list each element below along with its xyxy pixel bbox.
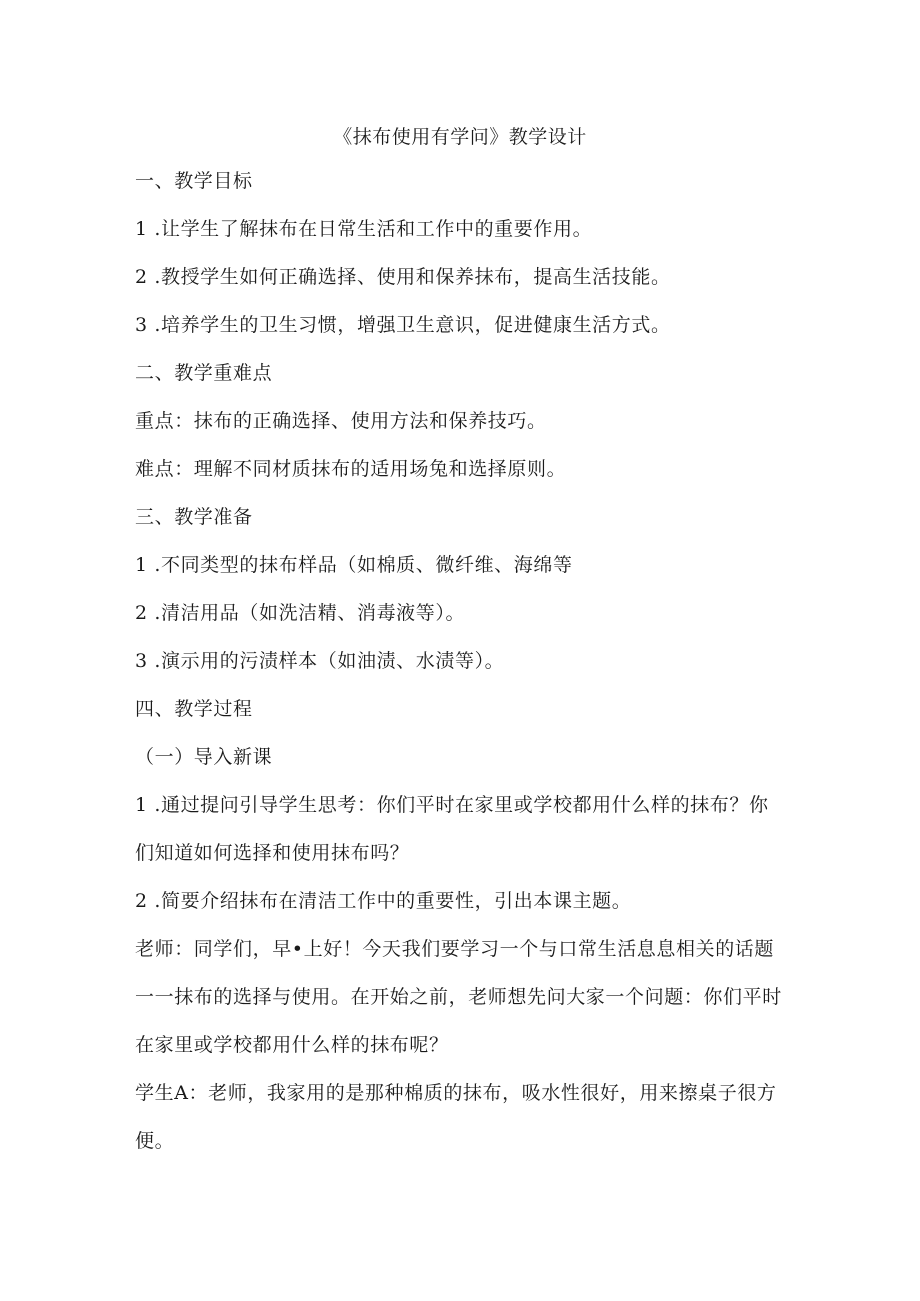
intro-item-1-line-1: 1 .通过提问引导学生思考：你们平时在家里或学校都用什么样的抹布？你: [135, 794, 769, 816]
document-title: 《抹布使用有学问》教学设计: [333, 126, 587, 148]
teacher-dialogue-line-2: 一一抹布的选择与使用。在开始之前，老师想先问大家一个问题：你们平时: [135, 986, 782, 1008]
section-heading-objectives: 一、教学目标: [135, 170, 253, 192]
objective-item-2: 2 .教授学生如何正确选择、使用和保养抹布，提高生活技能。: [135, 266, 671, 288]
intro-item-2: 2 .简要介绍抹布在清洁工作中的重要性，引出本课主题。: [135, 890, 632, 912]
section-heading-preparation: 三、教学准备: [135, 506, 253, 528]
objective-item-3: 3 .培养学生的卫生习惯，增强卫生意识，促进健康生活方式。: [135, 314, 671, 336]
section-heading-process: 四、教学过程: [135, 698, 253, 720]
teacher-dialogue-line-1: 老师：同学们，早•上好！今天我们要学习一个与口常生活息息相关的话题: [135, 938, 775, 960]
student-dialogue-line-2: 便。: [135, 1130, 175, 1152]
teacher-dialogue-line-3: 在家里或学校都用什么样的抹布呢？: [135, 1034, 449, 1056]
preparation-item-2: 2 .清洁用品（如洗洁精、消毒液等）。: [135, 602, 466, 624]
preparation-item-3: 3 .演示用的污渍样本（如油渍、水渍等）。: [135, 650, 505, 672]
section-heading-key-points: 二、教学重难点: [135, 362, 273, 384]
objective-item-1: 1 .让学生了解抹布在日常生活和工作中的重要作用。: [135, 218, 593, 240]
subsection-heading-intro: （一）导入新课: [135, 746, 273, 768]
key-point-text: 重点：抹布的正确选择、使用方法和保养技巧。: [135, 410, 547, 432]
difficult-point-text: 难点：理解不同材质抹布的适用场兔和选择原则。: [135, 458, 567, 480]
student-dialogue-line-1: 学生A：老师，我家用的是那种棉质的抹布，吸水性很好，用来擦桌子很方: [135, 1082, 777, 1104]
preparation-item-1: 1 .不同类型的抹布样品（如棉质、微纤维、海绵等: [135, 554, 573, 576]
intro-item-1-line-2: 们知道如何选择和使用抹布吗？: [135, 842, 410, 864]
